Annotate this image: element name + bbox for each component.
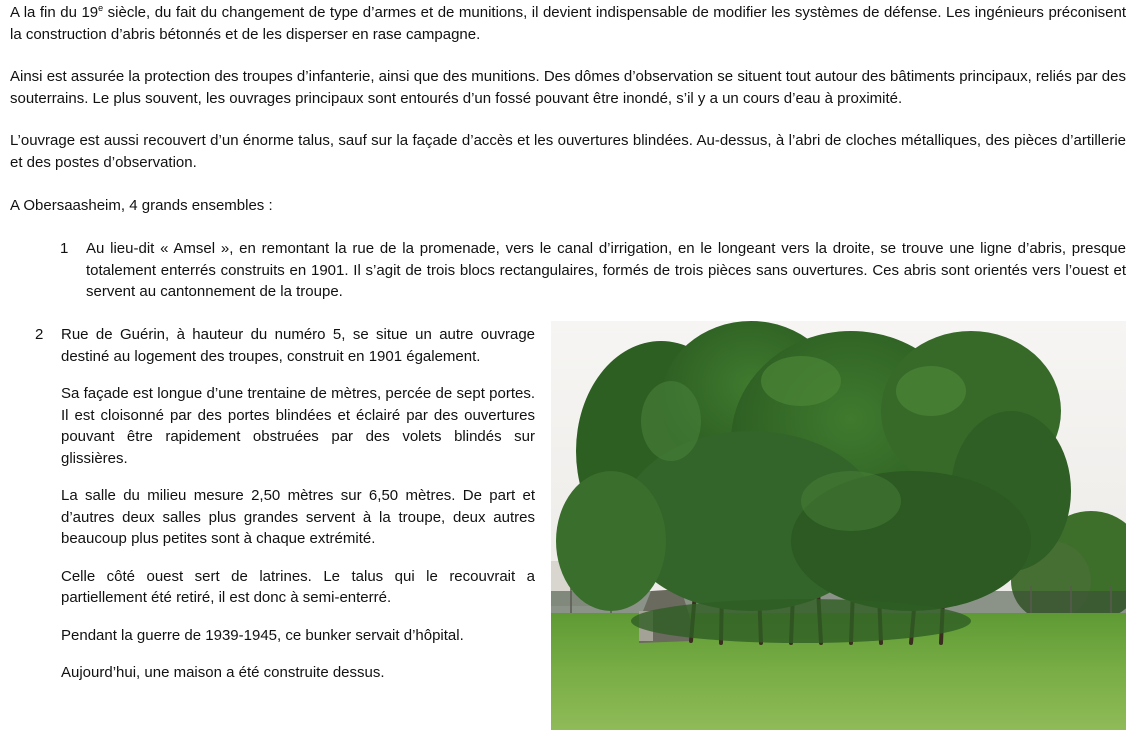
list-item-paragraph: Celle côté ouest sert de latrines. Le talus qui le recouvrait a partiellement été retiré, il est donc à semi-enterré. [61,567,535,606]
list-item-2 [35,324,535,684]
intro-paragraph-4: A Obersaasheim, 4 grands ensembles : [10,197,273,214]
list-item-heading: Rue de Guérin, à hauteur du numéro 5, se situe un autre ouvrage destiné au logement des troupes, construit en 1901 également. [61,326,535,365]
list-item-paragraph: La salle du milieu mesure 2,50 mètres sur 6,50 mètres. De part et d’autres deux salles plus grandes servent à la troupe, deux autres beaucoup plus petites sont à chaque extrémité. [61,487,535,547]
list-item-paragraph: Sa façade est longue d’une trentaine de mètres, percée de sept portes. Il est cloisonné par des portes blindées et éclairé par des ouvertures pouvant être rapidement obstruées par des volets blindés sur glissières. [61,385,535,467]
bunker-trees-photo [551,321,1126,730]
list-item-text: Au lieu-dit « Amsel », en remontant la rue de la promenade, vers le canal d’irrigation, en le longeant vers la droite, se trouve une ligne d’abris, presque totalement enterrés construits en 1901. Il s’agit de trois blocs rectangulaires, formés de trois pièces sans ouvertures. Ces abris sont orientés vers l’ouest et servent au cantonnement de la troupe. [86,240,1126,300]
superscript: e [98,3,104,13]
list-number: 1 [60,240,69,257]
intro-paragraph-1: A la fin du 19e siècle, du fait du changement de type d’armes et de munitions, il devient indispensable de modifier les systèmes de défense. Les ingénieurs préconisent la construction d’abris bétonnés et de les disperser en rase campagne. [10,3,1126,43]
list-item-1 [60,238,1126,303]
list-item-paragraph: Pendant la guerre de 1939-1945, ce bunker servait d’hôpital. [61,626,464,644]
intro-paragraph-2: Ainsi est assurée la protection des troupes d’infanterie, ainsi que des munitions. Des dômes d’observation se situent tout autour des bâtiments principaux, reliés par des souterrains. Le plus souvent, les ouvrages principaux sont entourés d’un fossé pouvant être inondé, s’il y a un cours d’eau à proximité. [10,68,1126,107]
list-item-paragraph: Aujourd’hui, une maison a été construite dessus. [61,664,385,681]
intro-paragraph-3: L’ouvrage est aussi recouvert d’un énorme talus, sauf sur la façade d’accès et les ouvertures blindées. Au-dessus, à l’abri de cloches métalliques, des pièces d’artillerie et des postes d’observation. [10,132,1126,171]
list-number: 2 [35,326,44,343]
